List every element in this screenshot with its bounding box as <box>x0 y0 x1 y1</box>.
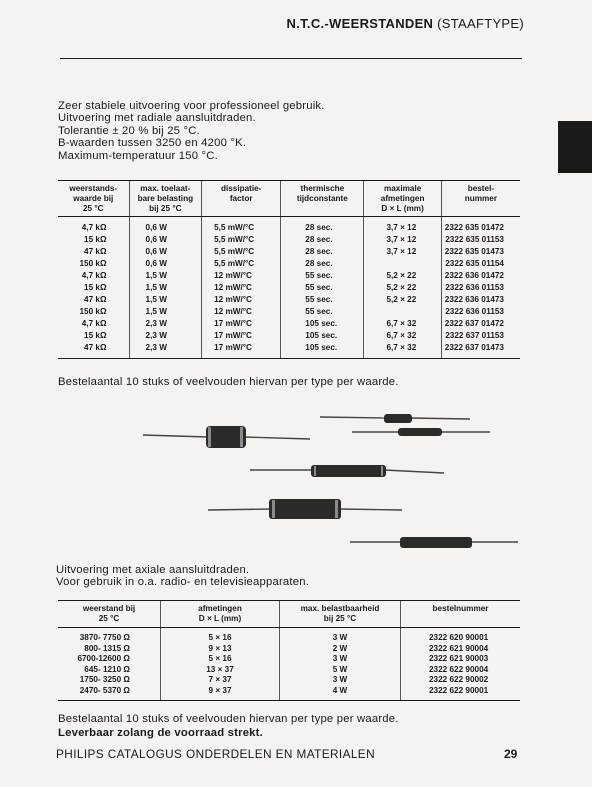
table-cell: 3,7 × 12 <box>364 234 441 246</box>
col-header-resistance: weerstand bij 25 °C <box>58 601 161 628</box>
col-header-resistance: weerstands- waarde bij 25 °C <box>58 181 129 217</box>
table-cell: 150 kΩ <box>79 259 107 268</box>
availability-note: Leverbaar zolang de voorraad strekt. <box>58 727 263 739</box>
table-cell: 15 kΩ <box>84 283 107 292</box>
table-row <box>58 270 520 282</box>
axial-intro-text <box>56 564 309 589</box>
table-cell: 2322 621 90003 <box>401 654 521 665</box>
table-cell: 4,7 kΩ <box>81 223 107 232</box>
intro-line: B-waarden tussen 3250 en 4200 °K. <box>58 137 247 150</box>
table-header-row <box>58 601 520 628</box>
table-cell: 47 kΩ <box>84 247 107 256</box>
intro-text <box>58 100 498 162</box>
intro-line: Maximum-temperatuur 150 °C. <box>58 149 218 162</box>
table-cell: 2322 635 01473 <box>441 246 520 258</box>
intro-line: Zeer stabiele uitvoering voor professioneel gebruik. <box>58 100 325 112</box>
col-header-dissipation: dissipatie- factor <box>202 181 281 217</box>
table-row <box>58 665 520 676</box>
table-cell: 4,7 kΩ <box>81 271 107 280</box>
table-cell: 2 W <box>280 644 401 655</box>
table-cell: 6,7 × 32 <box>364 342 441 359</box>
table-cell: 2322 621 90004 <box>401 644 521 655</box>
col-header-order-number: bestel- nummer <box>441 181 520 217</box>
table-row <box>58 246 520 258</box>
axial-line: Voor gebruik in o.a. radio- en televisieapparaten. <box>56 576 310 589</box>
page-footer: PHILIPS CATALOGUS ONDERDELEN EN MATERIALEN <box>56 747 375 761</box>
table-cell: 2322 636 01153 <box>441 306 520 318</box>
table-header-row <box>58 181 520 217</box>
table-cell: 5 × 16 <box>161 628 280 644</box>
table-cell: 2,3 W <box>129 330 202 342</box>
table-cell: 5,2 × 22 <box>364 282 441 294</box>
table-cell: 17 mW/°C <box>202 318 281 330</box>
col-header-max-load: max. belastbaarheid bij 25 °C <box>280 601 401 628</box>
table-cell: 28 sec. <box>281 258 364 270</box>
table-cell: 2322 637 01472 <box>441 318 520 330</box>
table-cell: 2322 622 90004 <box>401 665 521 676</box>
table-row <box>58 306 520 318</box>
table-row <box>58 675 520 686</box>
table-cell: 5 W <box>280 665 401 676</box>
table-cell: 47 kΩ <box>58 342 129 359</box>
table-cell: 3 W <box>280 628 401 644</box>
table-cell: 28 sec. <box>281 234 364 246</box>
axial-ntc-table <box>58 600 520 701</box>
table-cell: 12 mW/°C <box>202 270 281 282</box>
table-cell: 15 kΩ <box>84 235 107 244</box>
table-cell: 55 sec. <box>281 294 364 306</box>
order-quantity-note-2: Bestelaantal 10 stuks of veelvouden hiervan per type per waarde. <box>58 713 399 725</box>
col-header-max-load: max. toelaat- bare belasting bij 25 °C <box>129 181 202 217</box>
table-cell: 105 sec. <box>281 342 364 359</box>
table-cell: 55 sec. <box>281 306 364 318</box>
col-header-order-number: bestelnummer <box>401 601 521 628</box>
table-cell: 3 W <box>280 675 401 686</box>
table-cell: 5,5 mW/°C <box>202 234 281 246</box>
table-cell: 2322 622 90001 <box>401 686 521 700</box>
section-tab-marker <box>558 121 592 173</box>
table-cell: 150 kΩ <box>79 307 107 316</box>
page-number: 29 <box>504 747 518 761</box>
table-cell: 105 sec. <box>281 330 364 342</box>
table-cell: 13 × 37 <box>161 665 280 676</box>
table-cell: 1,5 W <box>129 294 202 306</box>
table-cell: 5,5 mW/°C <box>202 217 281 235</box>
table-cell: 6,7 × 32 <box>364 318 441 330</box>
table-row <box>58 318 520 330</box>
table-cell: 5 × 16 <box>161 654 280 665</box>
table-cell: 9 × 13 <box>161 644 280 655</box>
table-cell: 12 mW/°C <box>202 306 281 318</box>
table-cell: 1,5 W <box>129 282 202 294</box>
table-cell: 2322 635 01153 <box>441 234 520 246</box>
resistor-photo <box>138 405 528 565</box>
table-cell: 2322 620 90001 <box>401 628 521 644</box>
table-row <box>58 654 520 665</box>
table-cell: 105 sec. <box>281 318 364 330</box>
table-cell: 2322 635 01154 <box>441 258 520 270</box>
page-header <box>287 16 524 31</box>
table-cell: 3,7 × 12 <box>364 217 441 235</box>
table-cell: 55 sec. <box>281 282 364 294</box>
table-cell: 2,3 W <box>129 318 202 330</box>
table-cell: 2322 637 01473 <box>441 342 520 359</box>
table-cell: 1750- 3250 Ω <box>79 675 130 685</box>
table-cell: 12 mW/°C <box>202 282 281 294</box>
col-header-dimensions: afmetingen D × L (mm) <box>161 601 280 628</box>
order-quantity-note: Bestelaantal 10 stuks of veelvouden hiervan per type per waarde. <box>58 376 399 388</box>
table-cell: 2322 635 01472 <box>441 217 520 235</box>
table-cell: 1,5 W <box>129 270 202 282</box>
table-cell: 0,6 W <box>129 246 202 258</box>
table-cell: 645- 1210 Ω <box>84 664 130 674</box>
table-cell <box>364 258 441 270</box>
table-cell: 5,5 mW/°C <box>202 258 281 270</box>
table-cell: 800- 1315 Ω <box>84 643 130 653</box>
table-row <box>58 282 520 294</box>
table-row <box>58 234 520 246</box>
table-cell: 2322 637 01153 <box>441 330 520 342</box>
table-cell: 0,6 W <box>129 234 202 246</box>
intro-line: Tolerantie ± 20 % bij 25 °C. <box>58 124 200 137</box>
table-cell: 55 sec. <box>281 270 364 282</box>
table-cell: 1,5 W <box>129 306 202 318</box>
table-row <box>58 217 520 235</box>
table-cell: 12 mW/°C <box>202 294 281 306</box>
radial-ntc-table <box>58 180 520 359</box>
table-cell: 4 W <box>280 686 401 700</box>
table-cell: 0,6 W <box>129 217 202 235</box>
table-cell: 17 mW/°C <box>202 342 281 359</box>
table-cell: 5,5 mW/°C <box>202 246 281 258</box>
table-cell: 15 kΩ <box>84 331 107 340</box>
table-cell: 17 mW/°C <box>202 330 281 342</box>
table-cell: 3,7 × 12 <box>364 246 441 258</box>
table-cell: 2470- 5370 Ω <box>58 686 161 700</box>
table-cell: 9 × 37 <box>161 686 280 700</box>
table-cell: 6700-12600 Ω <box>77 654 130 664</box>
table-cell: 6,7 × 32 <box>364 330 441 342</box>
table-cell: 2322 636 01472 <box>441 270 520 282</box>
col-header-dimensions: maximale afmetingen D × L (mm) <box>364 181 441 217</box>
table-row <box>58 294 520 306</box>
table-row <box>58 330 520 342</box>
table-cell: 5,2 × 22 <box>364 270 441 282</box>
table-row <box>58 342 520 359</box>
table-cell: 2322 636 01473 <box>441 294 520 306</box>
table-row <box>58 644 520 655</box>
table-cell: 4,7 kΩ <box>81 319 107 328</box>
table-row <box>58 628 520 644</box>
table-cell: 47 kΩ <box>84 295 107 304</box>
table-cell: 28 sec. <box>281 217 364 235</box>
col-header-time-constant: thermische tijdconstante <box>281 181 364 217</box>
header-title: N.T.C.-WEERSTANDEN <box>286 16 434 31</box>
intro-line: Uitvoering met radiale aansluitdraden. <box>58 112 256 125</box>
table-cell: 7 × 37 <box>161 675 280 686</box>
table-cell: 2,3 W <box>129 342 202 359</box>
table-cell: 5,2 × 22 <box>364 294 441 306</box>
header-subtitle: (STAAFTYPE) <box>437 16 524 31</box>
table-cell: 3 W <box>280 654 401 665</box>
table-cell: 2322 622 90002 <box>401 675 521 686</box>
table-cell <box>364 306 441 318</box>
table-cell: 3870- 7750 Ω <box>79 633 130 642</box>
table-row <box>58 258 520 270</box>
table-cell: 2322 636 01153 <box>441 282 520 294</box>
table-row <box>58 686 520 700</box>
table-cell: 0,6 W <box>129 258 202 270</box>
table-cell: 28 sec. <box>281 246 364 258</box>
axial-line: Uitvoering met axiale aansluitdraden. <box>56 564 250 576</box>
header-rule <box>60 58 522 59</box>
